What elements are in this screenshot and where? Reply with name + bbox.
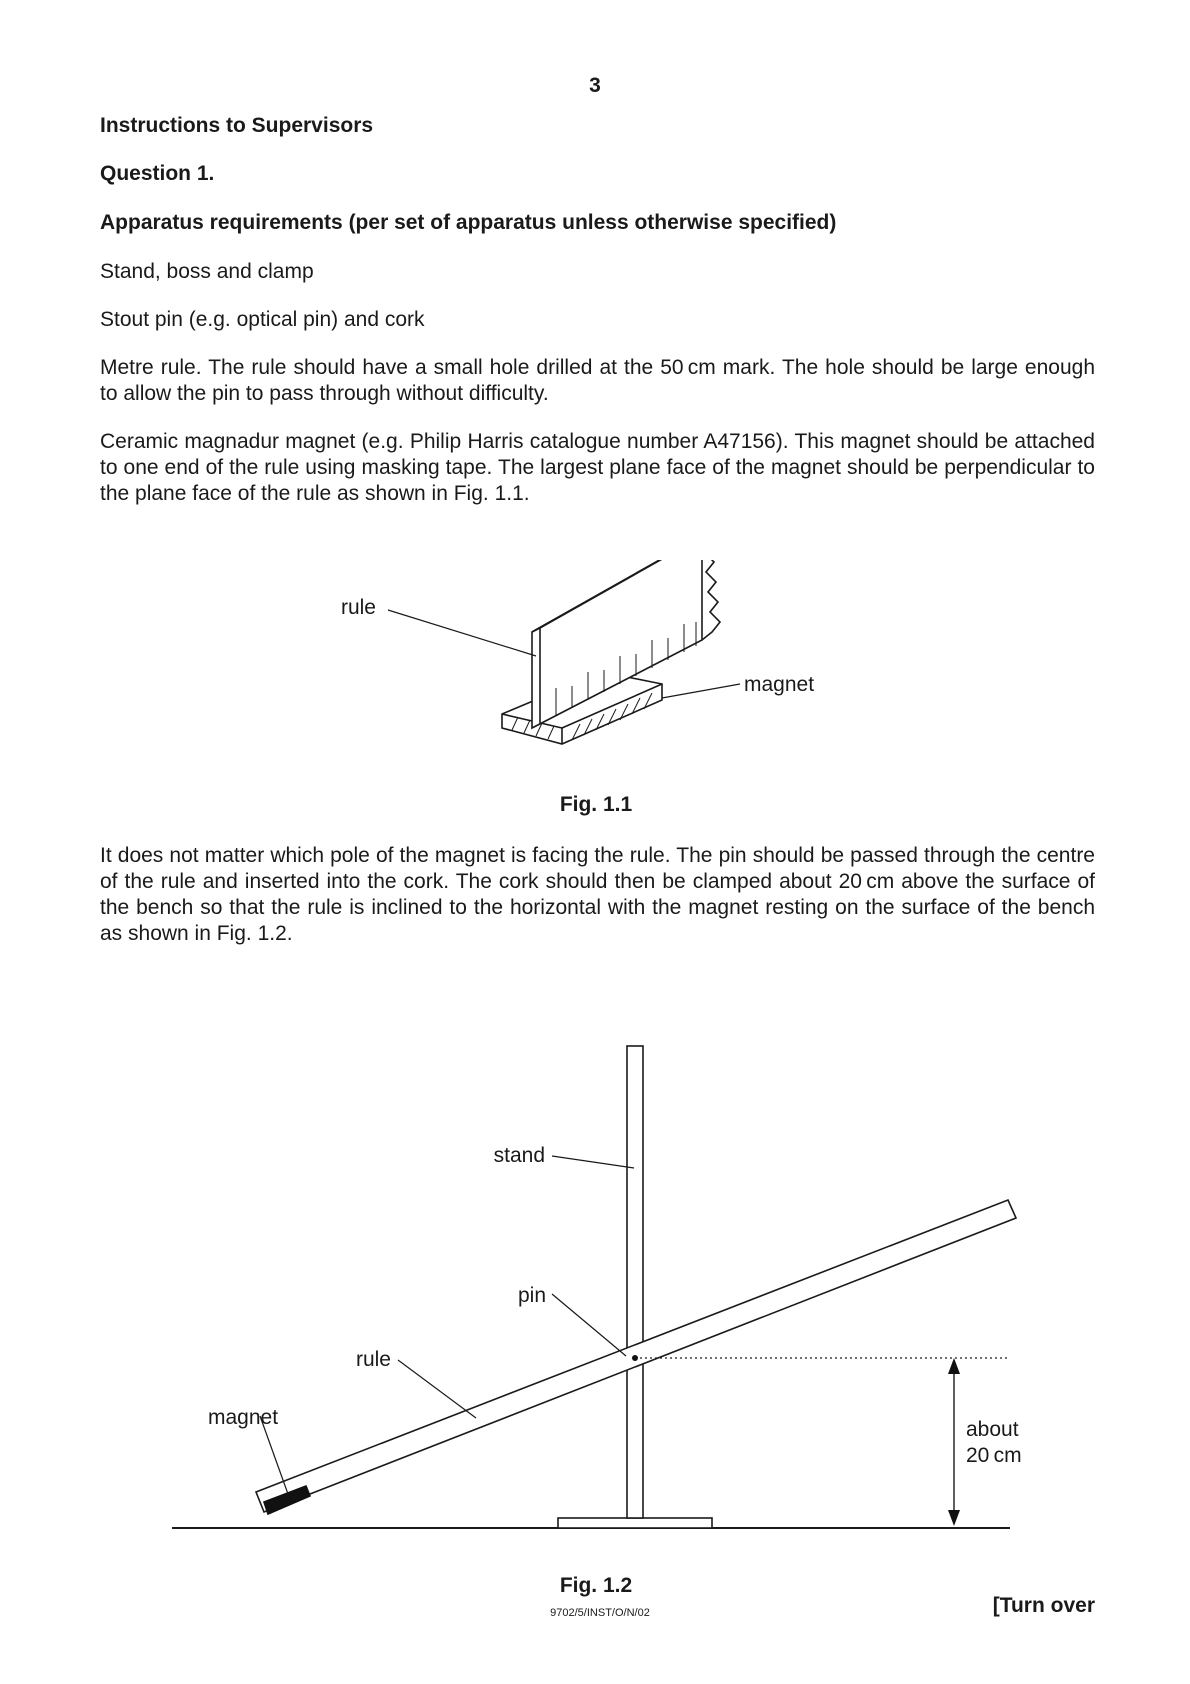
- fig-1-2-rule-label: rule: [355, 1348, 391, 1371]
- setup-paragraph: It does not matter which pole of the magnet is facing the rule. The pin should be passed through the centre of the rule and inserted into the cork. The cork should then be clamped about 20 cm above the surface of the bench so that the rule is inclined to the horizontal with the magnet resting on the surface of the bench as shown in Fig. 1.2.: [100, 844, 1095, 945]
- item-magnet: Ceramic magnadur magnet (e.g. Philip Harris catalogue number A47156). This magnet should be attached to one end of the rule using masking tape. The largest plane face of the magnet should be perpendicular to the plane face of the rule as shown in Fig. 1.1.: [100, 430, 1095, 505]
- question-heading: Question 1.: [100, 162, 215, 185]
- fig-1-2-about-label: about: [966, 1418, 1019, 1441]
- fig-1-2-pin-label: pin: [517, 1284, 546, 1307]
- item-stand: Stand, boss and clamp: [100, 260, 314, 283]
- fig-1-2-diagram: [0, 1040, 1190, 1540]
- fig-1-1-rule-label: rule: [340, 596, 376, 619]
- fig-1-1-caption: Fig. 1.1: [559, 793, 633, 816]
- fig-1-2-distance-label: 20 cm: [966, 1444, 1022, 1467]
- fig-1-2-stand-label: stand: [493, 1144, 545, 1167]
- item-pin: Stout pin (e.g. optical pin) and cork: [100, 308, 425, 331]
- apparatus-heading: Apparatus requirements (per set of apparatus unless otherwise specified): [100, 211, 837, 234]
- fig-1-1-magnet-label: magnet: [744, 673, 815, 696]
- page-number: 3: [589, 74, 601, 97]
- document-code: 9702/5/INST/O/N/02: [550, 1607, 650, 1619]
- fig-1-2-caption: Fig. 1.2: [559, 1574, 633, 1597]
- fig-1-2-drawing: [172, 1046, 1016, 1528]
- turn-over-note: [Turn over: [992, 1594, 1095, 1617]
- instructions-heading: Instructions to Supervisors: [100, 114, 374, 137]
- item-rule: Metre rule. The rule should have a small hole drilled at the 50 cm mark. The hole should be large enough to allow the pin to pass through without difficulty.: [100, 356, 1095, 405]
- fig-1-2-magnet-label: magnet: [208, 1406, 279, 1429]
- fig-1-1-diagram: [340, 560, 860, 820]
- fig-1-1-drawing: [388, 560, 740, 744]
